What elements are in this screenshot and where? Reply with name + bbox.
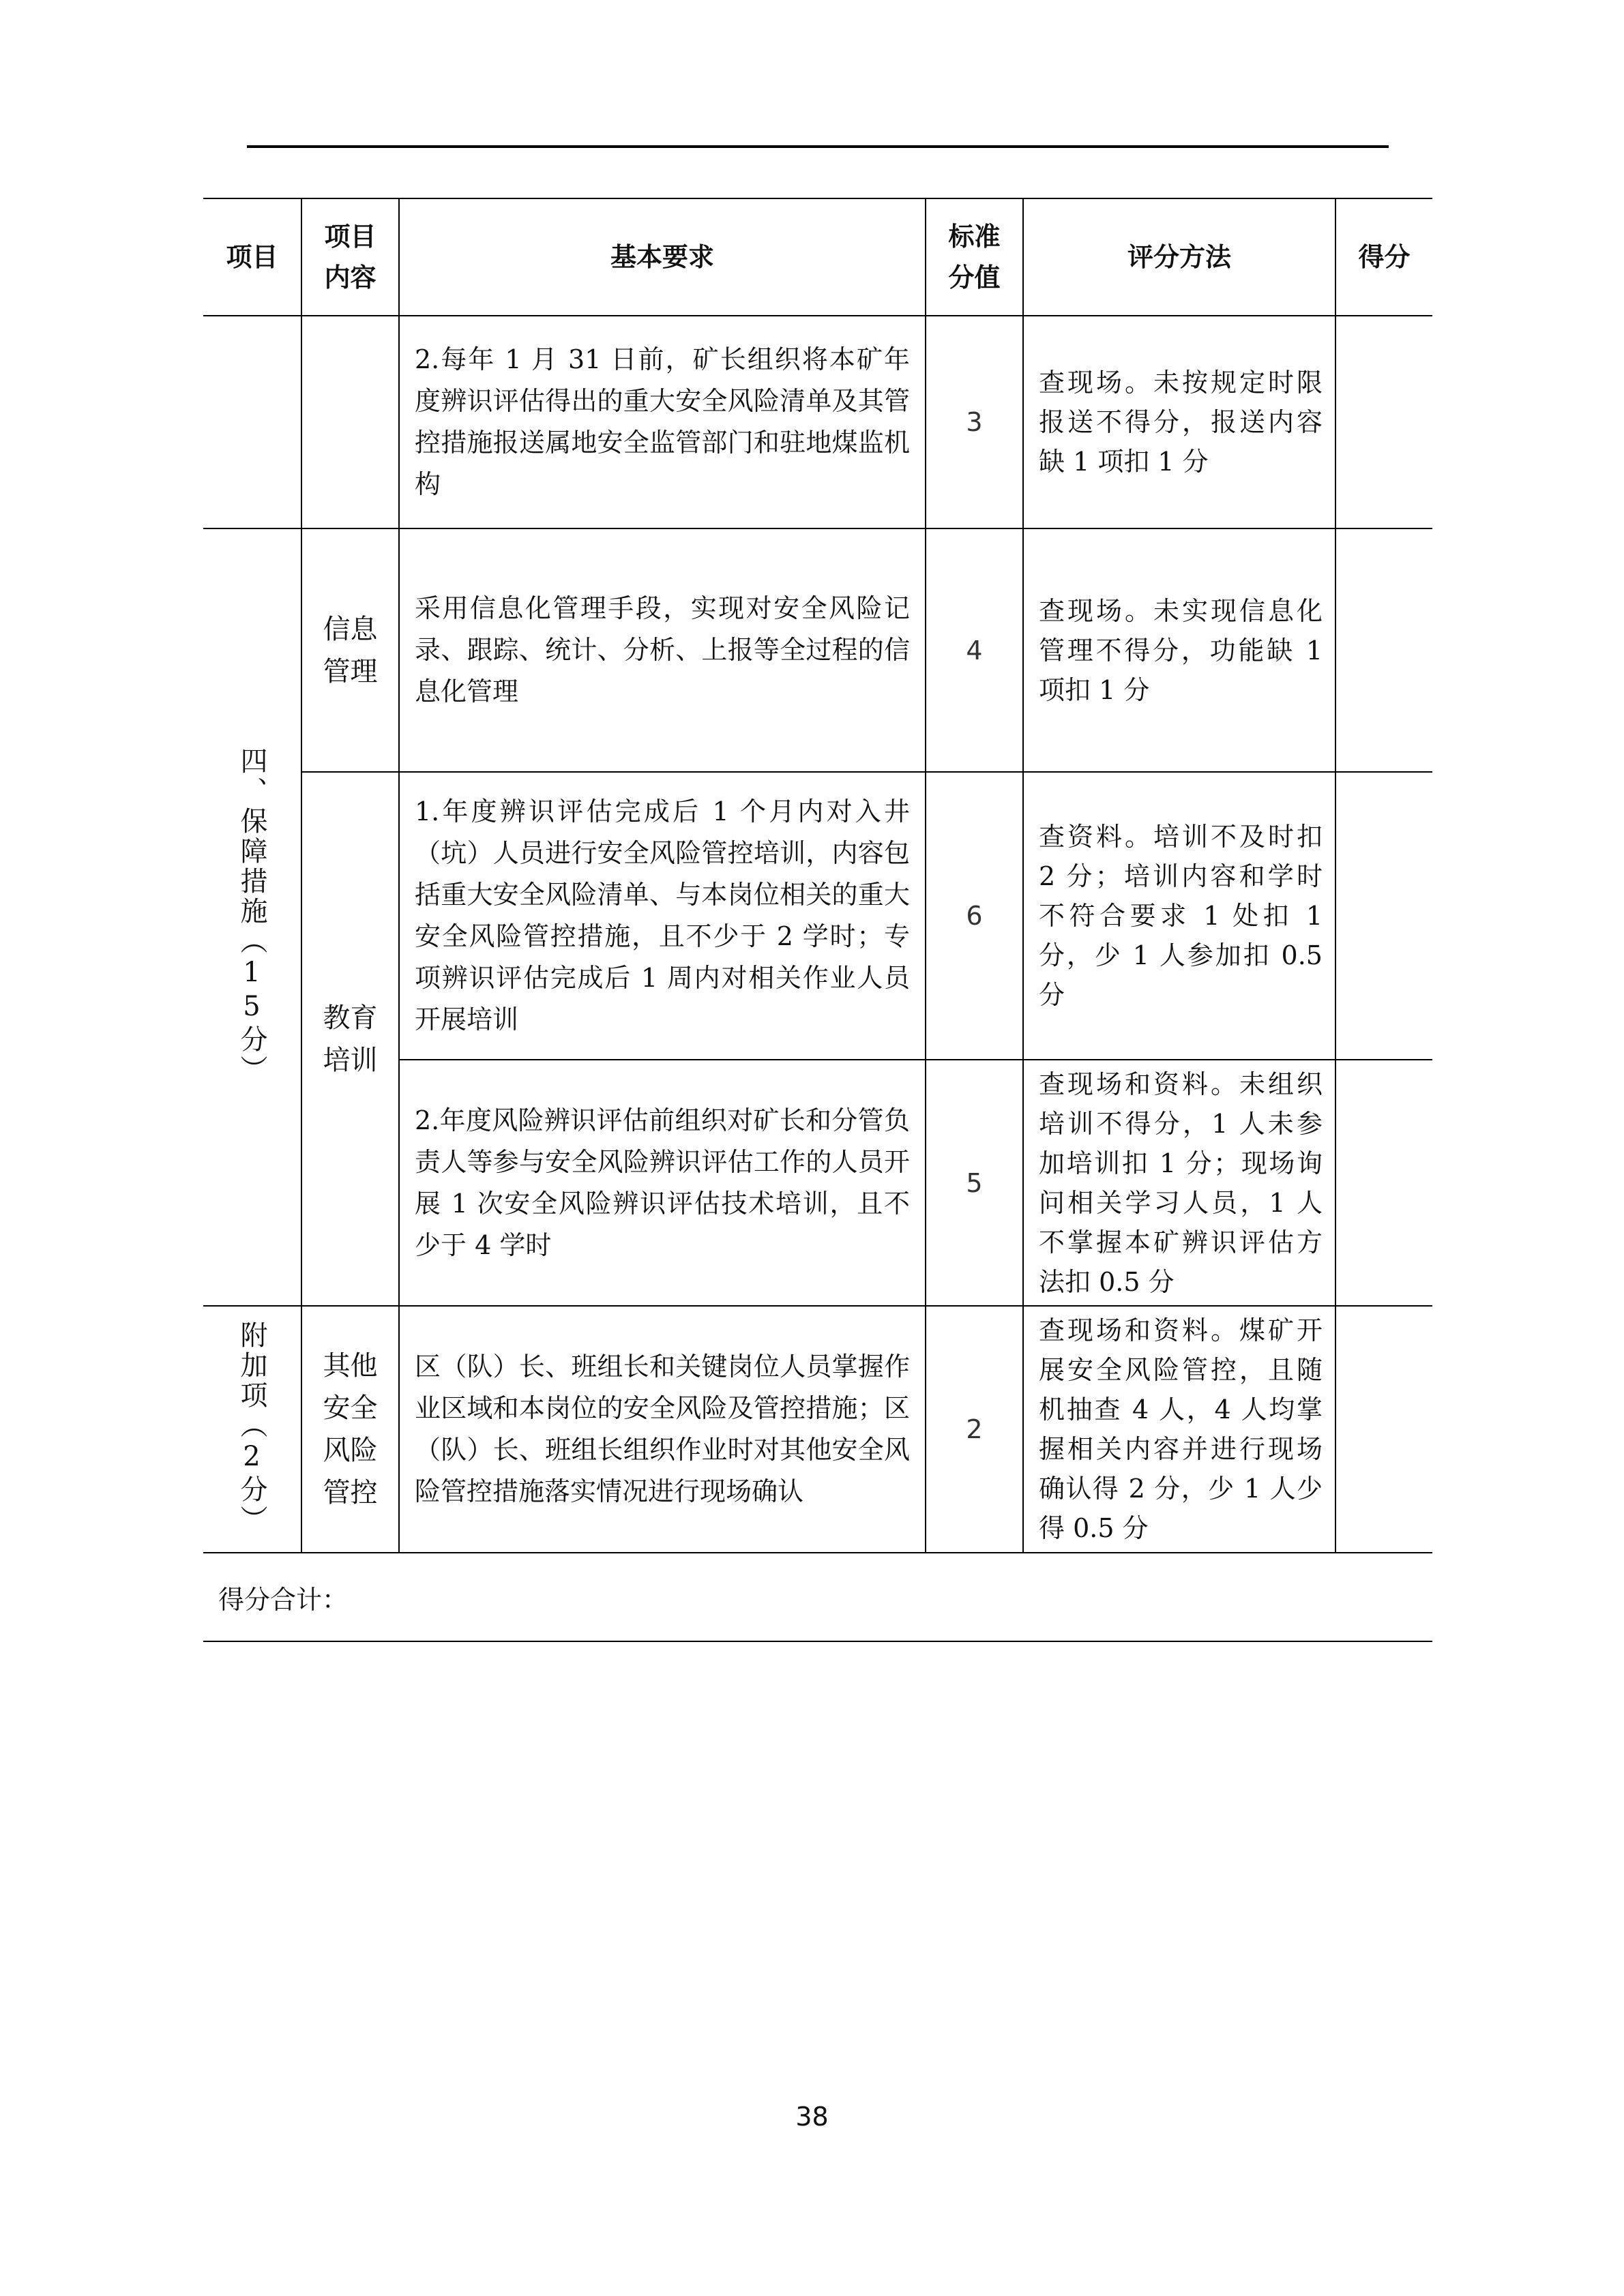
content-line: 管控 [323, 1477, 378, 1508]
method-cell: 查现场和资料。未组织培训不得分，1 人未参加培训扣 1 分；现场询问相关学习人员，1 人不掌握本矿辨识评估方法扣 0.5 分 [1023, 1060, 1335, 1306]
total-row [203, 1553, 1432, 1641]
header-row [203, 198, 1432, 316]
content-cell-education-training [301, 772, 399, 1306]
earned-score-cell[interactable] [1335, 772, 1432, 1060]
method-cell: 查现场。未按规定时限报送不得分，报送内容缺 1 项扣 1 分 [1023, 316, 1335, 528]
requirement-cell: 2.年度风险辨识评估前组织对矿长和分管负责人等参与安全风险辨识评估工作的人员开展 1 次安全风险辨识评估技术培训，且不少于 4 学时 [399, 1060, 926, 1306]
earned-score-cell[interactable] [1335, 1060, 1432, 1306]
requirement-cell: 2.每年 1 月 31 日前，矿长组织将本矿年度辨识评估得出的重大安全风险清单及其管控措施报送属地安全监管部门和驻地煤监机构 [399, 316, 926, 528]
content-cell-other-risk-control [301, 1306, 399, 1553]
table-row [203, 772, 1432, 1060]
score-cell: 4 [926, 528, 1023, 772]
section-extra-label: 附加项（2分） [236, 1321, 267, 1535]
method-cell: 查现场和资料。煤矿开展安全风险管控，且随机抽查 4 人，4 人均掌握相关内容并进行现场确认得 2 分，少 1 人少得 0.5 分 [1023, 1306, 1335, 1553]
header-content-line1: 项目 [324, 222, 377, 252]
requirement-cell: 采用信息化管理手段，实现对安全风险记录、跟踪、统计、分析、上报等全过程的信息化管理 [399, 528, 926, 772]
content-cell-empty [301, 316, 399, 528]
method-cell: 查现场。未实现信息化管理不得分，功能缺 1 项扣 1 分 [1023, 528, 1335, 772]
content-line: 其他 [323, 1350, 378, 1382]
section-four-cell [203, 528, 301, 1306]
scoring-table [203, 198, 1432, 1642]
header-earned: 得分 [1335, 198, 1432, 316]
header-score-line1: 标准 [948, 222, 1001, 252]
header-score [926, 198, 1023, 316]
header-rule [247, 145, 1389, 148]
earned-score-cell[interactable] [1335, 1306, 1432, 1553]
score-cell: 5 [926, 1060, 1023, 1306]
page-number: 38 [795, 2102, 829, 2132]
header-method: 评分方法 [1023, 198, 1335, 316]
header-requirement: 基本要求 [399, 198, 926, 316]
requirement-cell: 区（队）长、班组长和关键岗位人员掌握作业区域和本岗位的安全风险及管控措施；区（队）长、班组长组织作业时对其他安全风险管控措施落实情况进行现场确认 [399, 1306, 926, 1553]
content-line: 信息 [323, 613, 378, 645]
content-line: 教育 [323, 1002, 378, 1034]
earned-score-cell[interactable] [1335, 528, 1432, 772]
content-line: 管理 [323, 655, 378, 687]
score-cell: 2 [926, 1306, 1023, 1553]
content-line: 安全 [323, 1392, 378, 1424]
item-cell-empty [203, 316, 301, 528]
content-line: 培训 [323, 1044, 378, 1076]
method-cell: 查资料。培训不及时扣 2 分；培训内容和学时不符合要求 1 处扣 1 分，少 1 人参加扣 0.5 分 [1023, 772, 1335, 1060]
header-content-line2: 内容 [324, 263, 377, 293]
score-cell: 6 [926, 772, 1023, 1060]
earned-score-cell[interactable] [1335, 316, 1432, 528]
header-item: 项目 [203, 198, 301, 316]
content-line: 风险 [323, 1435, 378, 1466]
table-row [203, 1306, 1432, 1553]
requirement-cell: 1.年度辨识评估完成后 1 个月内对入井（坑）人员进行安全风险管控培训，内容包括重大安全风险清单、与本岗位相关的重大安全风险管控措施，且不少于 2 学时；专项辨识评估完成后 1 周内对相关作业人员开展培训 [399, 772, 926, 1060]
total-score-label: 得分合计： [203, 1553, 1432, 1641]
section-extra-cell [203, 1306, 301, 1553]
header-content [301, 198, 399, 316]
table-row [203, 528, 1432, 772]
header-score-line2: 分值 [948, 263, 1001, 293]
score-cell: 3 [926, 316, 1023, 528]
section-four-label: 四、保障措施（15分） [236, 747, 267, 1085]
table-row [203, 316, 1432, 528]
content-cell-info-management [301, 528, 399, 772]
